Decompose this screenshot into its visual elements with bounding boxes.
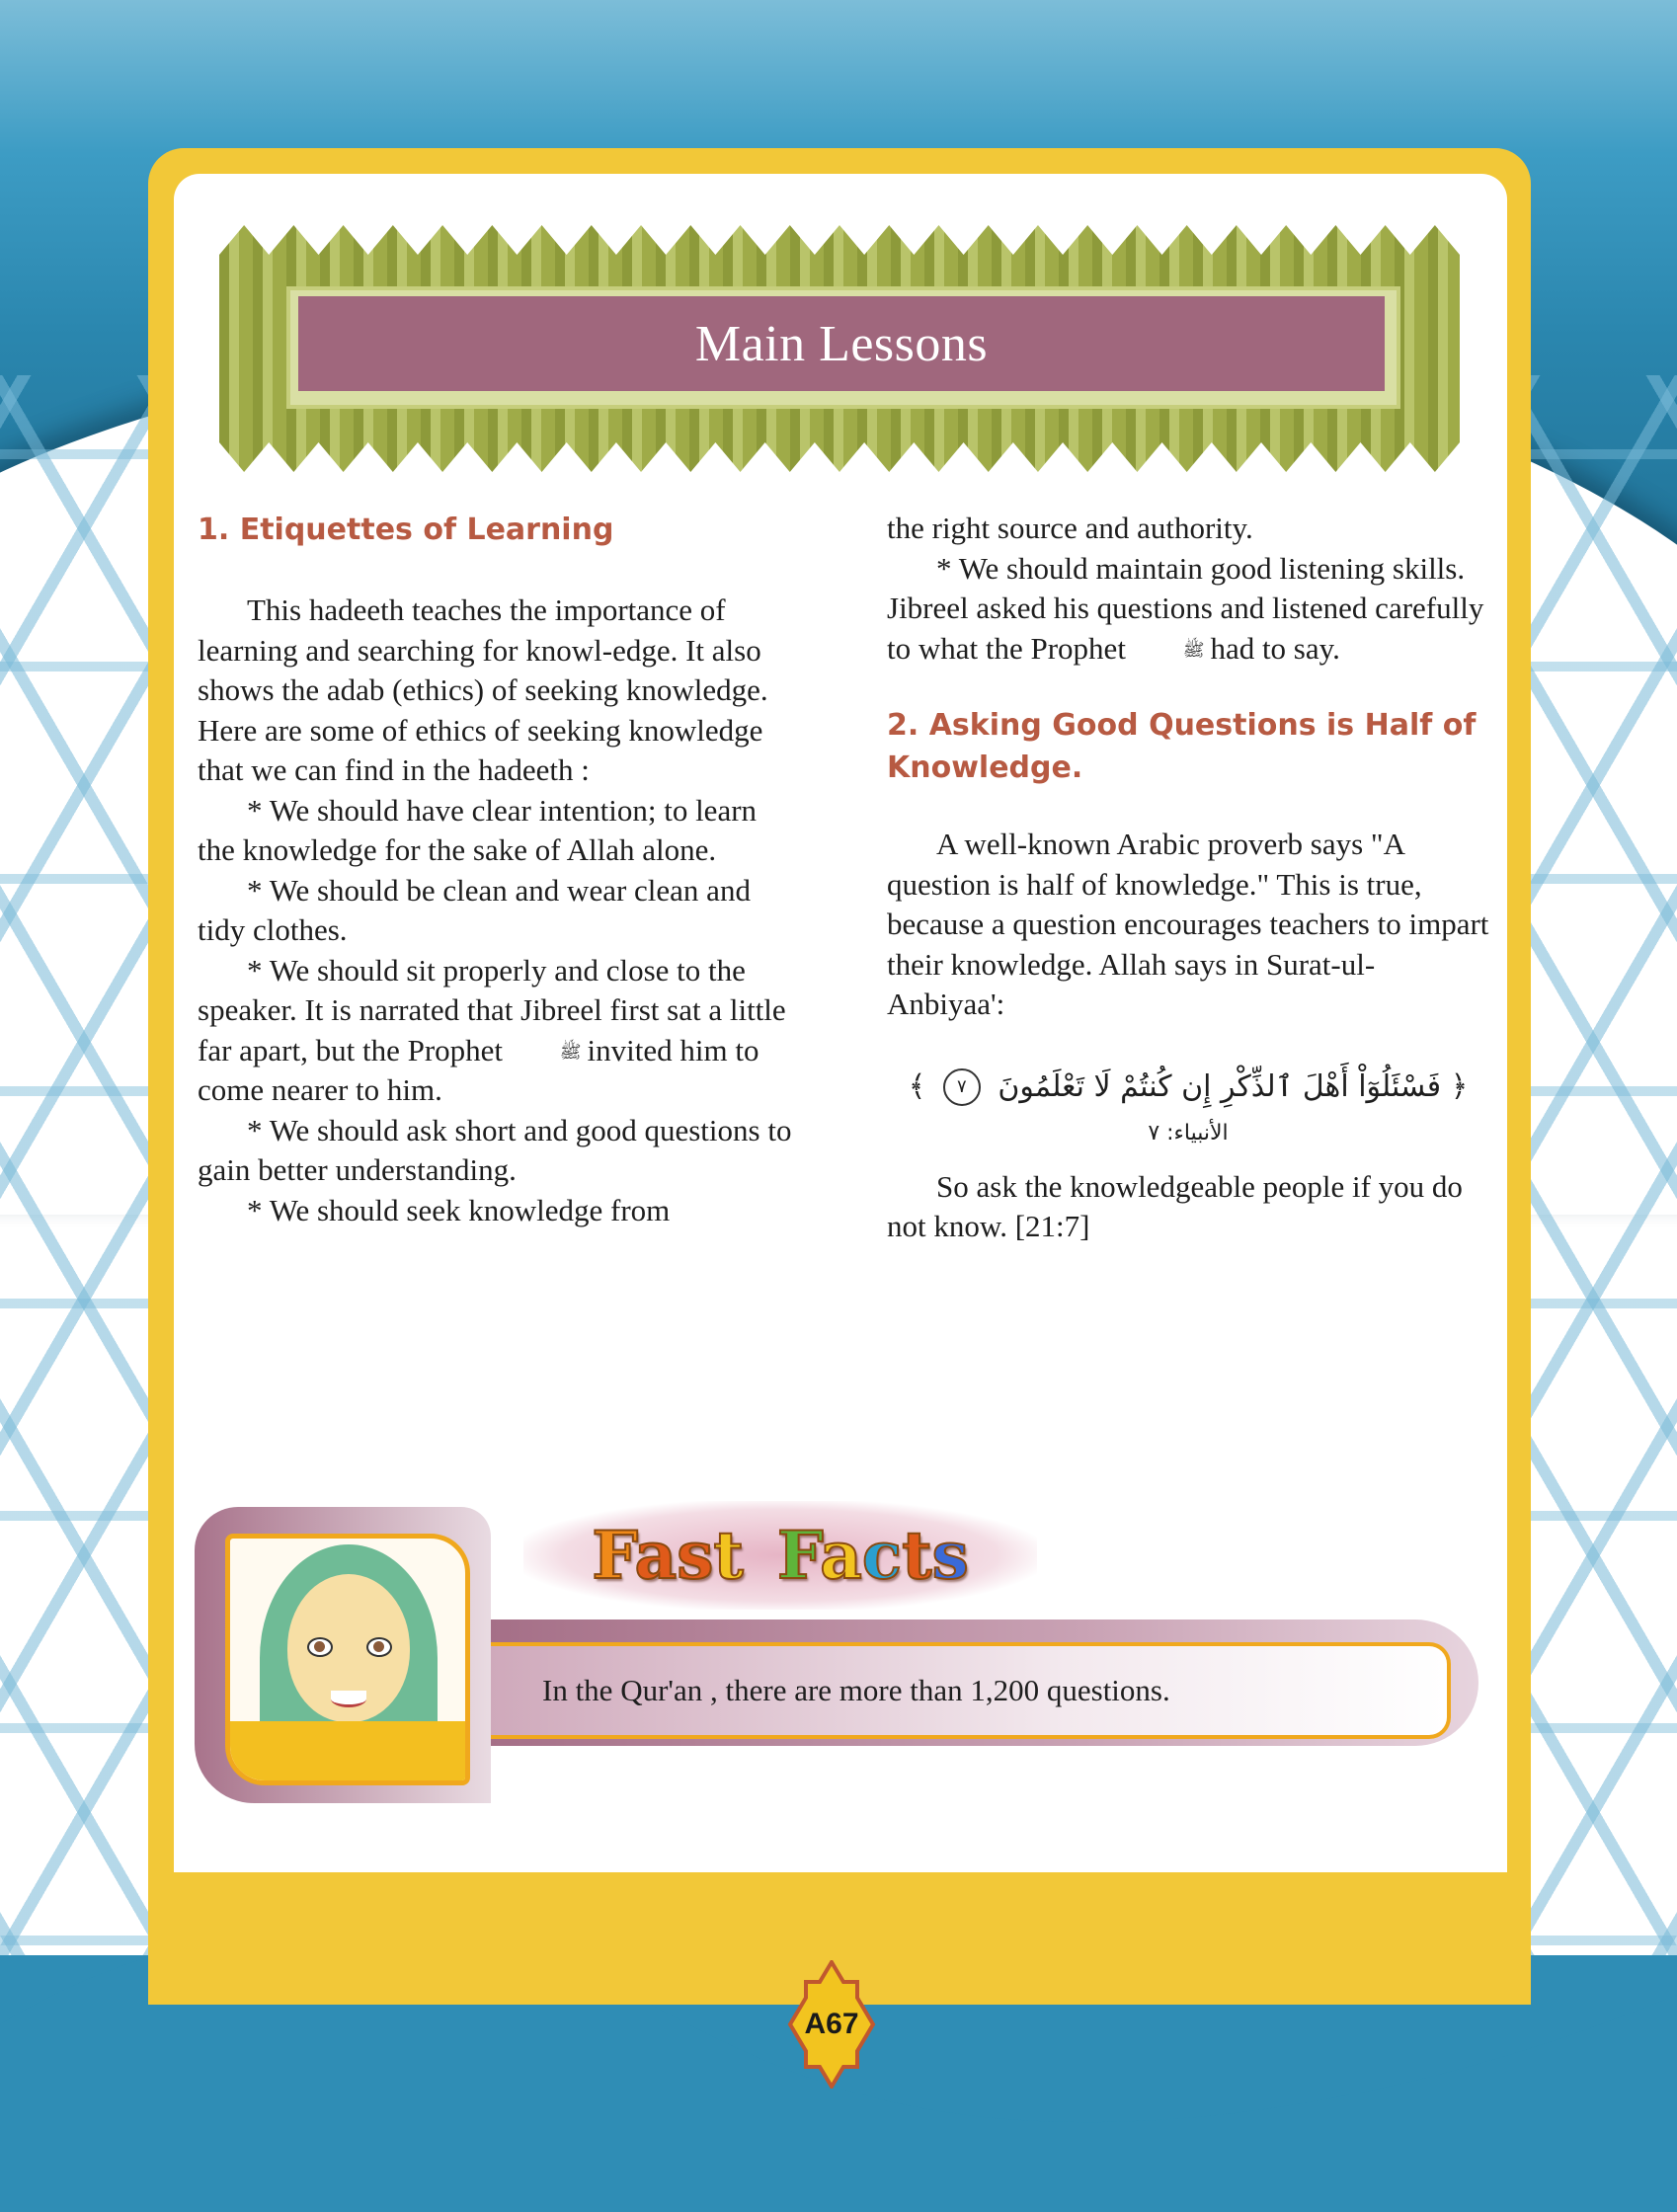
ayah-text: فَسْئَلُوٓاْ أَهْلَ ٱلذِّكْرِ إِن كُنتُمْ لَا تَعْلَمُونَ (998, 1068, 1442, 1104)
face (287, 1574, 410, 1722)
ayah-bracket-close: ﴾ (908, 1068, 926, 1104)
page-number: A67 (804, 2008, 859, 2040)
quran-verse (887, 1061, 1489, 1114)
point-sit-close (198, 951, 800, 1111)
section-heading-questions: 2. Asking Good Questions is Half of Knowledge. (887, 708, 1477, 785)
ayah-bracket-open: ﴿ (1450, 1068, 1469, 1104)
fast-facts-text: In the Qur'an , there are more than 1,200 questions. (542, 1673, 1170, 1707)
point-right-source-continued: the right source and authority. (887, 511, 1253, 545)
page-title-text: Main Lessons (694, 315, 989, 372)
eye-icon (307, 1637, 333, 1657)
pbuh-icon: ﷺ (1182, 640, 1205, 662)
geometric-pattern-right (1509, 375, 1677, 2054)
girl-illustration (225, 1534, 470, 1785)
point-short-questions: * We should ask short and good questions to gain better understanding. (198, 1112, 792, 1187)
ayah-reference: الأنبياء: ٧ (1148, 1120, 1229, 1146)
fast-facts-box (491, 1642, 1451, 1739)
point-clean: * We should be clean and wear clean and tidy clothes. (198, 872, 751, 947)
point-intention: * We should have clear intention; to learn the knowledge for the sake of Allah alone. (198, 792, 758, 867)
eye-icon (366, 1637, 392, 1657)
point-listening-text-2: had to say. (1210, 630, 1340, 666)
proverb-paragraph: A well-known Arabic proverb says "A question is half of knowledge." This is true, because a question encourages teachers to impart their knowledge. Allah says in Surat-ul-Anbiyaa': (887, 827, 1489, 1021)
ayah-number-icon: ٧ (943, 1068, 981, 1106)
left-column (198, 509, 800, 1230)
intro-paragraph: This hadeeth teaches the importance of learning and searching for knowl-edge. It also shows the adab (ethics) of seeking knowledge. Here are some of ethics of seeking knowledge that we can find in the hadeeth : (198, 592, 768, 787)
fast-facts-word-1: Fast (592, 1517, 744, 1594)
right-column (887, 509, 1489, 1247)
smile-icon (331, 1691, 366, 1707)
pbuh-icon: ﷺ (559, 1042, 582, 1064)
fast-facts-word-2: Facts (776, 1517, 969, 1594)
point-sit-close-text-2: invited him to come nearer to him. (198, 1032, 759, 1107)
page-title (298, 296, 1385, 391)
page-number-badge (786, 1960, 877, 2089)
fast-facts-title (523, 1501, 1037, 1610)
point-listening-text: * We should maintain good listening skills. Jibreel asked his questions and listened carefully to what the Prophet (887, 550, 1484, 666)
shirt (230, 1721, 465, 1780)
point-right-source: * We should seek knowledge from (247, 1192, 671, 1227)
section-heading-etiquettes: 1. Etiquettes of Learning (198, 513, 614, 547)
point-sit-close-text: * We should sit properly and close to the speaker. It is narrated that Jibreel first sat a little far apart, but the Prophet (198, 952, 786, 1067)
verse-translation: So ask the knowledgeable people if you do not know. [21:7] (887, 1168, 1463, 1243)
geometric-pattern-left (0, 375, 168, 2054)
point-listening (887, 549, 1489, 670)
